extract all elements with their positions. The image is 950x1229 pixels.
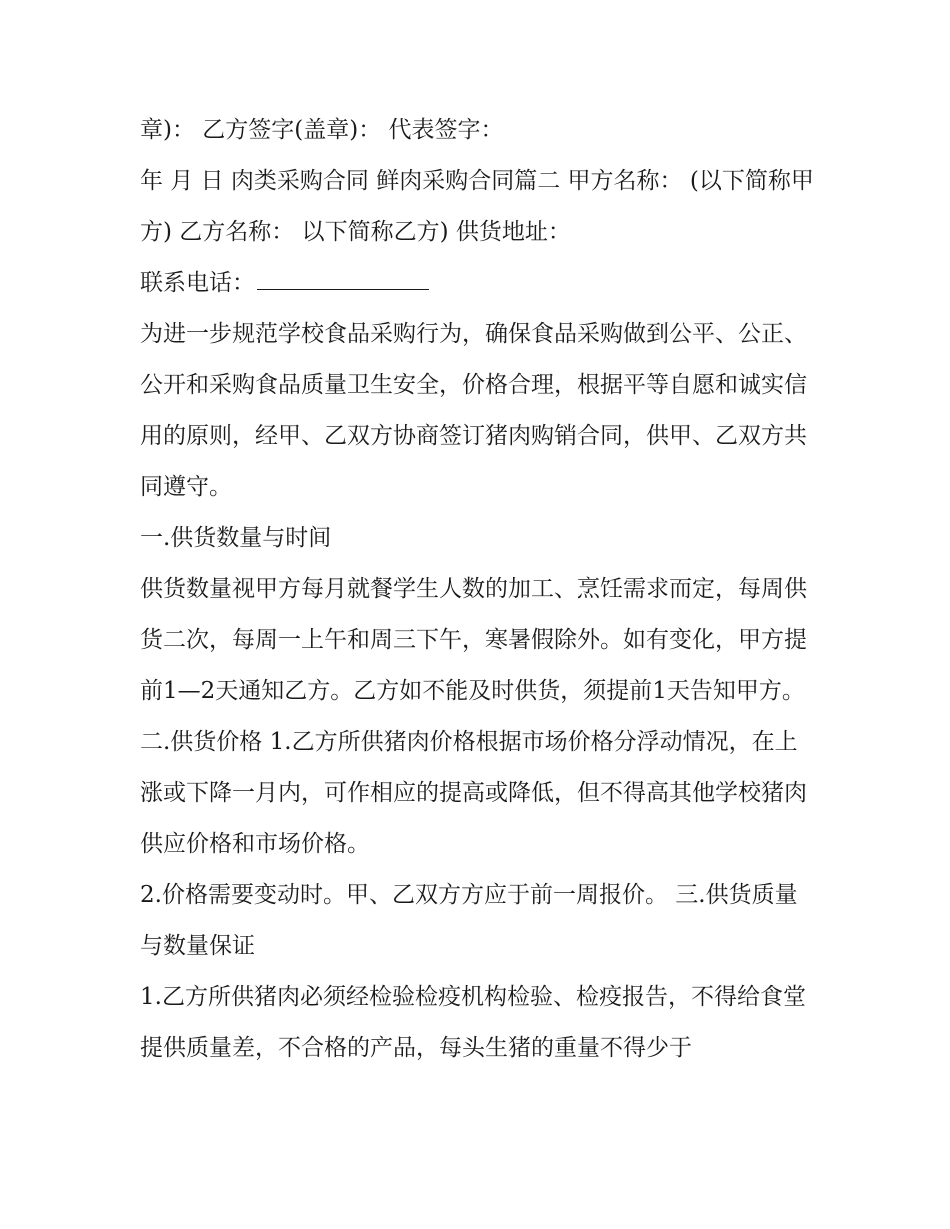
contact-phone-blank: [257, 271, 429, 290]
price-change-paragraph: 2.价格需要变动时。甲、乙双方方应于前一周报价。 三.供货质量与数量保证: [140, 882, 798, 959]
purpose-paragraph: 为进一步规范学校食品采购行为，确保食品采购做到公平、公正、公开和采购食品质量卫生安全，价格合理，根据平等自愿和诚实信用的原则，经甲、乙双方协商签订猪肉购销合同，供甲、乙双方共同遵守。: [140, 321, 807, 500]
document-body: [140, 105, 820, 1074]
supply-quantity-paragraph: 供货数量视甲方每月就餐学生人数的加工、烹饪需求而定，每周供货二次，每周一上午和周三下午，寒暑假除外。如有变化，甲方提前1—2天通知乙方。乙方如不能及时供货，须提前1天告知甲方。: [140, 576, 807, 704]
quality-guarantee-paragraph: 1.乙方所供猪肉必须经检验检疫机构检验、检疫报告，不得给食堂提供质量差，不合格的产品，每头生猪的重量不得少于: [140, 984, 806, 1061]
supply-price-paragraph: 二.供货价格 1.乙方所供猪肉价格根据市场价格分浮动情况，在上涨或下降一月内，可作相应的提高或降低，但不得高其他学校猪肉供应价格和市场价格。: [140, 729, 807, 857]
signature-line: 章)： 乙方签字(盖章)： 代表签字：: [140, 117, 504, 143]
contact-phone-line: [140, 258, 820, 309]
contact-phone-label: 联系电话：: [140, 270, 255, 296]
section-heading-supply-quantity: 一.供货数量与时间: [140, 525, 332, 551]
contract-header-paragraph: 年 月 日 肉类采购合同 鲜肉采购合同篇二 甲方名称： (以下简称甲方) 乙方名称： 以下简称乙方) 供货地址：: [140, 168, 814, 245]
